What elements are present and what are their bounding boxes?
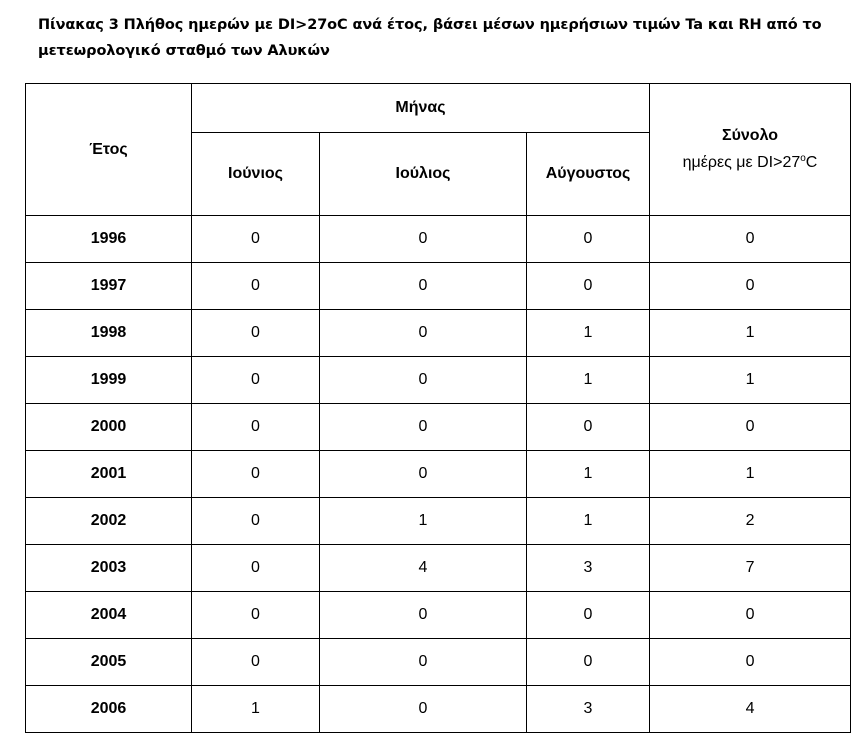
- august-cell: 0: [527, 263, 650, 310]
- table-row: [26, 263, 851, 310]
- table-row: [26, 451, 851, 498]
- header-row-1: [26, 84, 851, 133]
- table-row: [26, 404, 851, 451]
- august-cell: 3: [527, 686, 650, 733]
- year-cell: 2001: [26, 451, 192, 498]
- year-cell: 2000: [26, 404, 192, 451]
- july-cell: 0: [320, 310, 527, 357]
- june-cell: 0: [192, 498, 320, 545]
- june-cell: 0: [192, 451, 320, 498]
- total-cell: 0: [650, 216, 851, 263]
- table-row: [26, 498, 851, 545]
- june-column-header: Ιούνιος: [192, 133, 320, 216]
- total-cell: 0: [650, 263, 851, 310]
- total-title: Σύνολο: [721, 127, 779, 144]
- august-cell: 1: [527, 451, 650, 498]
- year-cell: 1996: [26, 216, 192, 263]
- total-cell: 1: [650, 451, 851, 498]
- july-cell: 0: [320, 404, 527, 451]
- year-cell: 2006: [26, 686, 192, 733]
- degree-sup: o: [800, 153, 806, 164]
- july-cell: 1: [320, 498, 527, 545]
- august-cell: 0: [527, 592, 650, 639]
- july-cell: 0: [320, 357, 527, 404]
- july-cell: 0: [320, 216, 527, 263]
- total-cell: 0: [650, 592, 851, 639]
- table-row: [26, 545, 851, 592]
- year-cell: 1998: [26, 310, 192, 357]
- year-cell: 2003: [26, 545, 192, 592]
- june-cell: 0: [192, 592, 320, 639]
- august-cell: 1: [527, 498, 650, 545]
- july-column-header: Ιούλιος: [320, 133, 527, 216]
- table-row: [26, 216, 851, 263]
- total-cell: 2: [650, 498, 851, 545]
- total-subtitle-unit: C: [805, 154, 818, 171]
- june-cell: 1: [192, 686, 320, 733]
- august-cell: 1: [527, 310, 650, 357]
- caption-line-1: Πίνακας 3 Πλήθος ημερών με DI>27oC ανά έτος, βάσει μέσων ημερήσιων τιμών Ta και RH από το: [38, 17, 822, 33]
- total-cell: 4: [650, 686, 851, 733]
- june-cell: 0: [192, 216, 320, 263]
- august-cell: 0: [527, 216, 650, 263]
- total-cell: 1: [650, 310, 851, 357]
- june-cell: 0: [192, 545, 320, 592]
- august-cell: 0: [527, 639, 650, 686]
- august-column-header: Αύγουστος: [527, 133, 650, 216]
- year-cell: 2002: [26, 498, 192, 545]
- total-cell: 0: [650, 639, 851, 686]
- month-group-header: Μήνας: [192, 84, 650, 133]
- august-cell: 1: [527, 357, 650, 404]
- august-cell: 0: [527, 404, 650, 451]
- total-cell: 1: [650, 357, 851, 404]
- july-cell: 0: [320, 451, 527, 498]
- caption-line-2: μετεωρολογικό σταθμό των Αλυκών: [38, 43, 330, 59]
- july-cell: 0: [320, 263, 527, 310]
- table-row: [26, 357, 851, 404]
- july-cell: 0: [320, 686, 527, 733]
- july-cell: 4: [320, 545, 527, 592]
- table-row: [26, 592, 851, 639]
- table-row: [26, 639, 851, 686]
- june-cell: 0: [192, 263, 320, 310]
- total-subtitle: [650, 153, 850, 172]
- august-cell: 3: [527, 545, 650, 592]
- total-cell: 7: [650, 545, 851, 592]
- table-row: [26, 686, 851, 733]
- di-days-table: [25, 83, 851, 733]
- june-cell: 0: [192, 639, 320, 686]
- year-cell: 1997: [26, 263, 192, 310]
- year-cell: 2005: [26, 639, 192, 686]
- july-cell: 0: [320, 639, 527, 686]
- july-cell: 0: [320, 592, 527, 639]
- table-row: [26, 310, 851, 357]
- year-cell: 1999: [26, 357, 192, 404]
- june-cell: 0: [192, 357, 320, 404]
- year-cell: 2004: [26, 592, 192, 639]
- total-cell: 0: [650, 404, 851, 451]
- table-caption: [38, 12, 860, 64]
- total-subtitle-text: ημέρες με DI>27: [682, 154, 801, 171]
- year-column-header: Έτος: [26, 84, 192, 216]
- june-cell: 0: [192, 310, 320, 357]
- june-cell: 0: [192, 404, 320, 451]
- total-column-header: [650, 84, 851, 216]
